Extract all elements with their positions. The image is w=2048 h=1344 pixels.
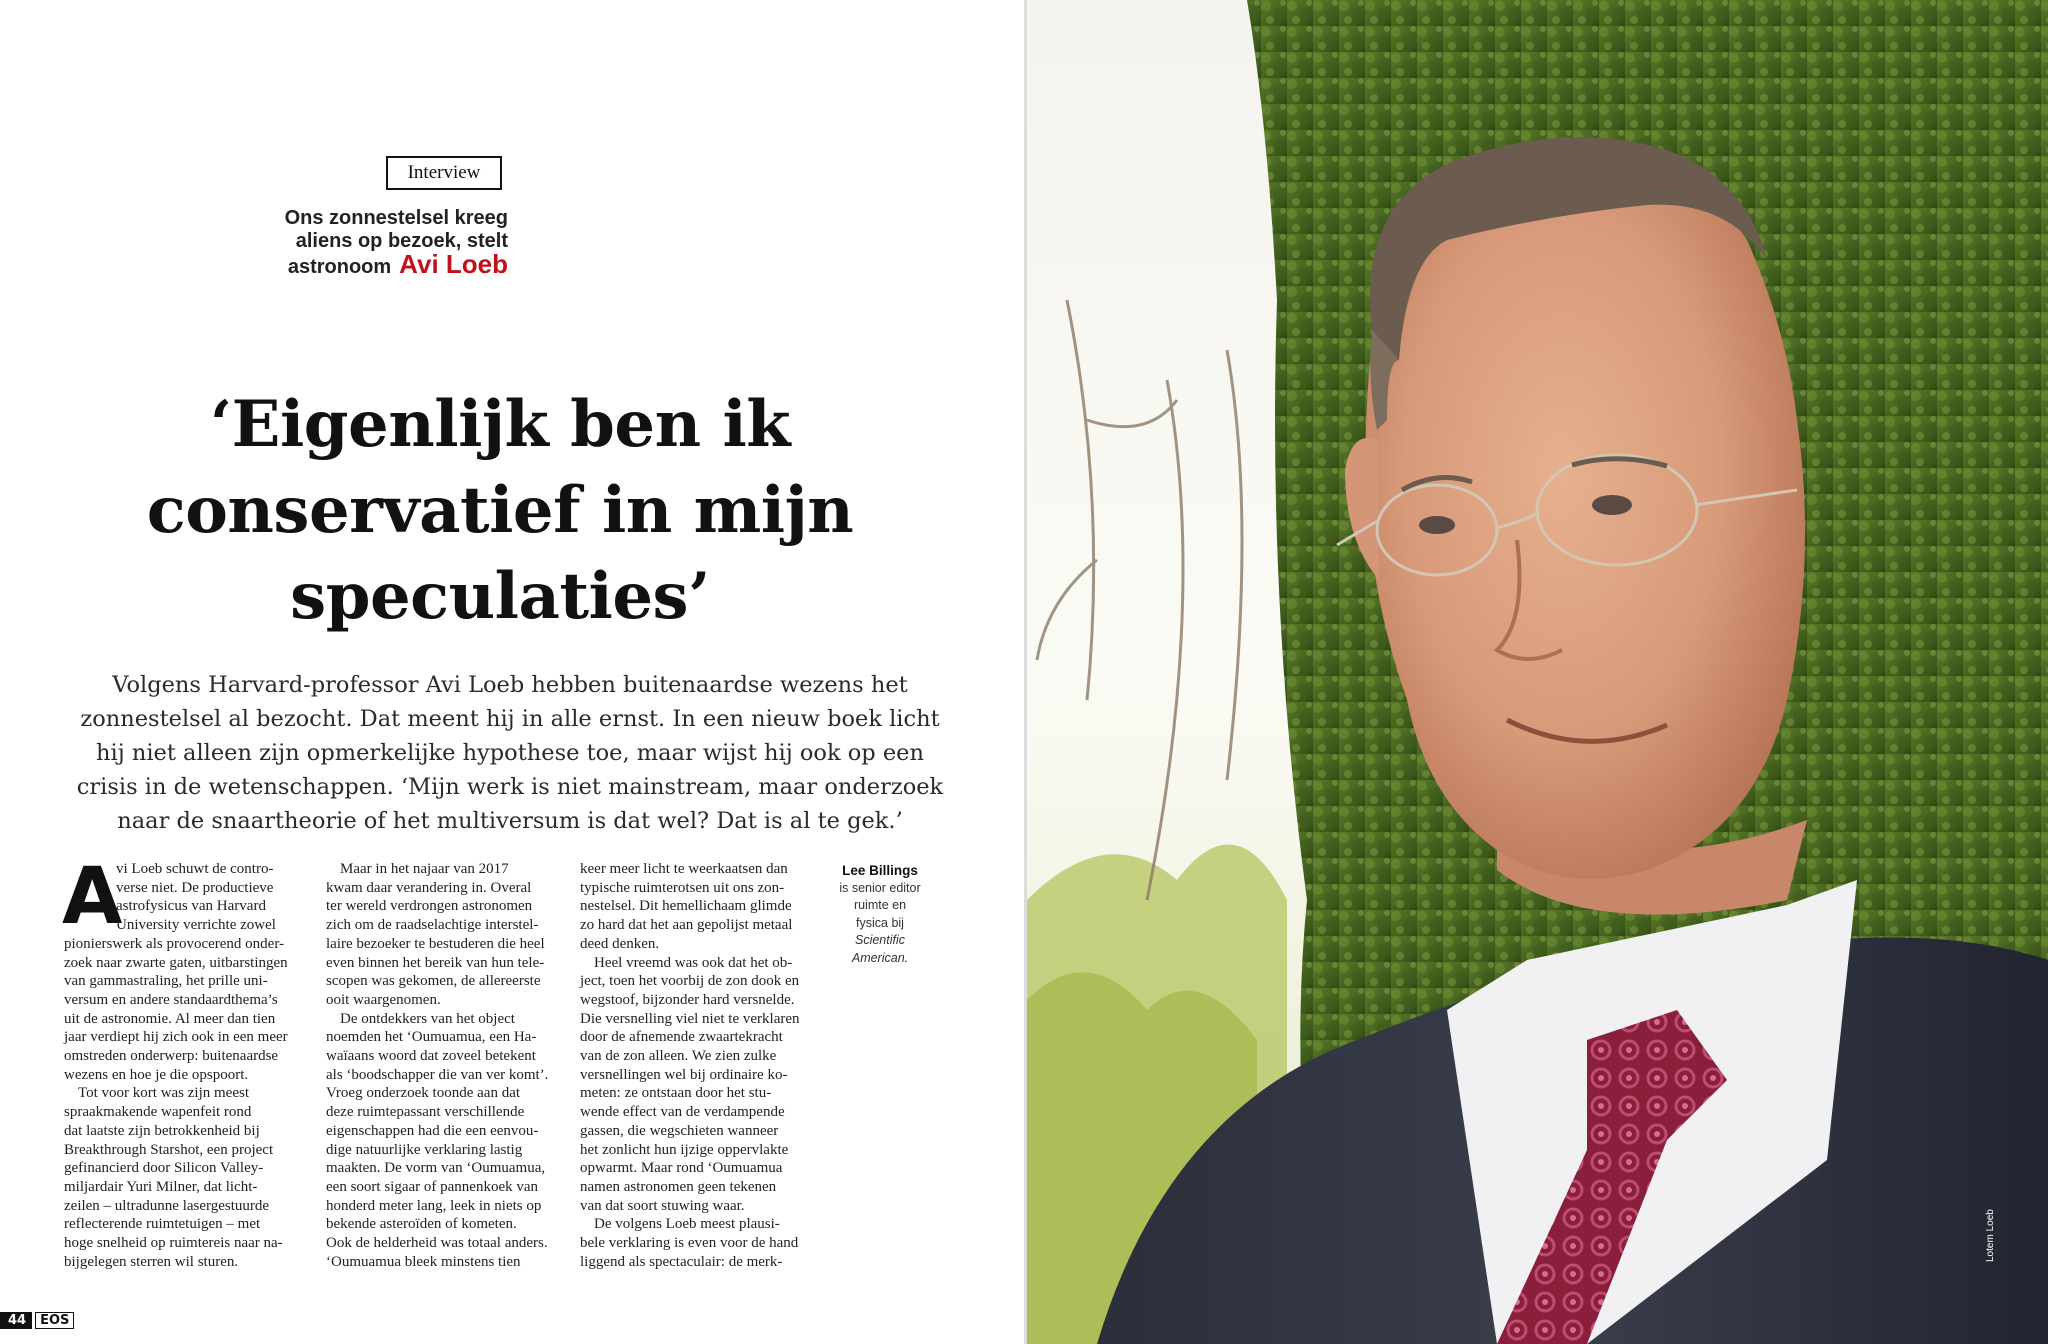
body-line: maakten. De vorm van ‘Oumuamua, — [326, 1160, 546, 1177]
body-line: honderd meter lang, leek in niets op — [326, 1197, 542, 1214]
headline-line: ‘Eigenlijk ben ik — [209, 387, 791, 462]
body-line: Die versnelling viel niet te verklaren — [580, 1010, 800, 1027]
body-line: van dat soort stuwing waar. — [580, 1197, 745, 1214]
body-line: wegstoof, bijzonder hard versnelde. — [580, 991, 795, 1008]
body-line: Maar in het najaar van 2017 — [340, 861, 509, 877]
author-byline — [830, 862, 930, 967]
body-line: waïaans woord dat zoveel betekent — [326, 1048, 536, 1065]
body-line: zeilen – ultradunne lasergestuurde — [64, 1197, 270, 1214]
body-line: keer meer licht te weerkaatsen dan — [580, 861, 788, 877]
body-line: omstreden onderwerp: buitenaardse — [64, 1048, 279, 1065]
author-bio-line: ruimte en — [853, 898, 907, 912]
kicker-line: astronoom — [287, 256, 392, 278]
body-line: bijgelegen sterren wil sturen. — [64, 1253, 239, 1270]
body-line: pionierswerk als provocerend onder- — [64, 935, 285, 952]
body-line: nestelsel. Dit hemellichaam glimde — [580, 898, 792, 915]
kicker-line: aliens op bezoek, stelt — [295, 230, 508, 252]
portrait-photo — [1027, 0, 2048, 1344]
page-number: 44 — [0, 1312, 32, 1329]
section-tag: Interview — [386, 156, 502, 190]
kicker-line: Ons zonnestelsel kreeg — [284, 207, 508, 229]
body-line: ter wereld verdrongen astronomen — [326, 898, 533, 915]
headline-line: speculaties’ — [290, 559, 710, 634]
body-line: kwam daar verandering in. Overal — [326, 879, 532, 896]
body-line: liggend als spectaculair: de merk- — [580, 1253, 783, 1270]
body-line: versnellingen wel bij ordinaire ko- — [580, 1066, 788, 1083]
body-line: jaar verdiept hij zich ook in een meer — [64, 1029, 288, 1046]
intro-paragraph — [60, 668, 960, 838]
body-line: even binnen het bereik van hun tele- — [326, 954, 545, 971]
body-line: De ontdekkers van het object — [340, 1010, 515, 1027]
body-line: als ‘boodschapper die van ver komt’. — [326, 1066, 549, 1083]
author-bio-publication: Scientific — [854, 933, 906, 947]
body-line: bekende asteroïden of kometen. — [326, 1216, 517, 1233]
body-line: spraakmakende wapenfeit rond — [64, 1104, 252, 1121]
author-name: Lee Billings — [842, 863, 918, 878]
body-line: het zonlicht hun ijzige oppervlakte — [580, 1141, 789, 1158]
body-line: ject, toen het voorbij de zon dook en — [580, 973, 800, 990]
kicker-name: Avi Loeb — [399, 249, 508, 279]
body-line: eigenschappen had die een eenvou- — [326, 1122, 539, 1139]
intro-line: naar de snaartheorie of het multiversum is dat wel? Dat is al te gek.’ — [117, 808, 903, 834]
headline — [40, 382, 960, 640]
intro-line: crisis in de wetenschappen. ‘Mijn werk is niet mainstream, maar onderzoek — [76, 774, 944, 800]
author-bio-line: American. — [851, 950, 909, 965]
kicker-line-name — [285, 249, 508, 279]
body-line: hoge snelheid op ruimtereis naar na- — [64, 1235, 283, 1252]
body-line: dige natuurlijke verklaring lastig — [326, 1141, 523, 1158]
body-line: reflecterende ruimtetuigen – met — [64, 1216, 261, 1233]
body-line: opwarmt. Maar rond ‘Oumuamua — [580, 1160, 783, 1177]
page-footer — [0, 1311, 74, 1329]
intro-line: Volgens Harvard-professor Avi Loeb hebben buitenaardse wezens het — [112, 672, 908, 698]
right-page — [1027, 0, 2048, 1344]
body-line: bele verklaring is even voor de hand — [580, 1235, 799, 1252]
body-line: Heel vreemd was ook dat het ob- — [594, 954, 793, 971]
body-line: wezens en hoe je die opspoort. — [64, 1066, 249, 1083]
body-line: zich om de raadselachtige interstel- — [326, 917, 539, 934]
author-bio-line: is senior editor — [839, 880, 921, 895]
body-line: Tot voor kort was zijn meest — [78, 1085, 249, 1102]
body-line: van de zon alleen. We zien zulke — [580, 1048, 777, 1065]
body-line: uit de astronomie. Al meer dan tien — [64, 1010, 276, 1027]
body-line: gassen, die wegschieten wanneer — [580, 1122, 779, 1139]
body-line: door de afnemende zwaartekracht — [580, 1029, 783, 1046]
body-line: ooit waargenomen. — [326, 991, 441, 1008]
author-bio-text: fysica bij — [856, 915, 904, 930]
photo-credit: Lotem Loeb — [1985, 1209, 1996, 1262]
body-line: een soort sigaar of pannenkoek van — [326, 1178, 539, 1195]
body-line: verse niet. De productieve — [116, 879, 274, 896]
body-column-3 — [580, 860, 820, 1271]
body-line: laire bezoeker te bestuderen die heel — [326, 935, 545, 952]
body-line: University verrichte zowel — [116, 917, 276, 934]
kicker — [285, 207, 508, 279]
body-line: zo hard dat het aan gepolijst metaal — [580, 917, 793, 934]
body-line: deed denken. — [580, 935, 660, 952]
body-line: dat laatste zijn betrokkenheid bij — [64, 1122, 260, 1139]
body-line: zoek naar zwarte gaten, uitbarstingen — [64, 954, 288, 971]
body-line: Ook de helderheid was totaal anders. — [326, 1235, 548, 1252]
body-line: Vroeg onderzoek toonde aan dat — [326, 1085, 521, 1102]
body-line: meten: ze ontstaan door het stu- — [580, 1085, 772, 1102]
body-line: namen astronomen geen tekenen — [580, 1178, 777, 1195]
magazine-name: EOS — [35, 1312, 74, 1329]
body-line: scopen was gekomen, de allereerste — [326, 973, 541, 990]
body-line: miljardair Yuri Milner, dat licht- — [64, 1178, 258, 1195]
body-line: De volgens Loeb meest plausi- — [594, 1216, 780, 1233]
drop-cap: A — [62, 852, 123, 942]
body-line: gefinancierd door Silicon Valley- — [64, 1160, 264, 1177]
author-bio-line — [830, 915, 930, 950]
body-line: Breakthrough Starshot, een project — [64, 1141, 274, 1158]
body-line: astrofysicus van Harvard — [116, 898, 266, 915]
body-line: noemden het ‘Oumuamua, een Ha- — [326, 1029, 537, 1046]
body-column-2 — [326, 860, 566, 1271]
body-line: ‘Oumuamua bleek minstens tien — [326, 1253, 521, 1270]
headline-line: conservatief in mijn — [146, 473, 854, 548]
intro-line: zonnestelsel al bezocht. Dat meent hij in alle ernst. In een nieuw boek licht — [80, 706, 940, 732]
body-line: typische ruimterotsen uit ons zon- — [580, 879, 785, 896]
body-line: versum en andere standaardthema’s — [64, 991, 278, 1008]
body-line: vi Loeb schuwt de contro- — [116, 861, 274, 877]
body-line: deze ruimtepassant verschillende — [326, 1104, 525, 1121]
body-line: wende effect van de verdampende — [580, 1104, 785, 1121]
intro-line: hij niet alleen zijn opmerkelijke hypothese toe, maar wijst hij ook op een — [96, 740, 924, 766]
body-line: van gammastraling, het prille uni- — [64, 973, 268, 990]
body-column-1 — [62, 852, 304, 1271]
